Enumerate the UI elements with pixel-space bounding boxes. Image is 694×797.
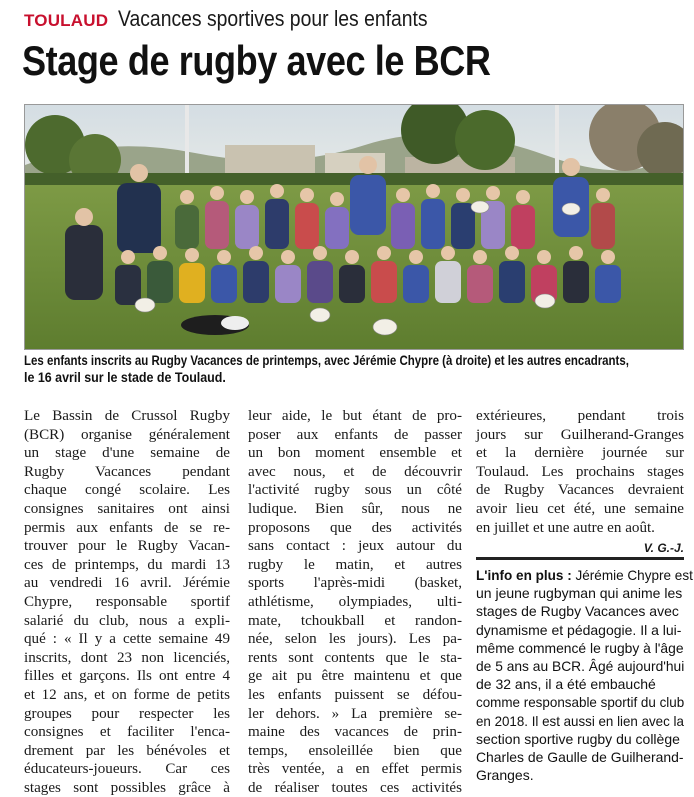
text-line: ludique. Bien sûr, nous ne — [248, 500, 462, 517]
text-line: sans contact : jeux autour du — [248, 538, 462, 555]
text-line: née, selon les jours). Les pa- — [248, 631, 462, 648]
info-line: L'info en plus : Jérémie Chypre est — [476, 567, 693, 583]
text-line: rents sont contents que le sta- — [248, 649, 462, 666]
text-line: consignes sanitaires ont ainsi — [24, 500, 230, 517]
text-line: trouver pour le Rugby Vacan- — [24, 538, 230, 555]
article-column-3 — [476, 407, 684, 558]
text-line: proposons que des activités — [248, 519, 462, 536]
article-photo — [24, 104, 684, 350]
text-line: avoir lieu cet été, une semaine — [476, 500, 684, 517]
text-line: Chypre, responsable sportif — [24, 593, 230, 610]
info-line: même commencé le rugby à l'âge — [476, 639, 684, 656]
text-line: les enfants puissent se défou- — [248, 686, 462, 703]
info-line: comme responsable sportif du club — [476, 694, 685, 711]
text-line: de Rugby Vacances devraient — [476, 482, 684, 499]
text-line: qué : « Il y a cette semaine 49 — [24, 631, 230, 648]
info-line: de 32 ans, il a été embauché — [476, 676, 656, 693]
text-line: et 12 ans, et on forme de petits — [24, 686, 230, 703]
article-headline: Stage de rugby avec le BCR — [22, 37, 491, 84]
text-line: ler dehors. » La première se- — [248, 705, 462, 722]
text-line: stages sont possibles grâce à — [24, 779, 230, 796]
info-box — [476, 566, 693, 784]
text-line: l'activité rugby sous un côté — [248, 482, 462, 499]
article-column-1 — [24, 407, 230, 797]
text-line: sports l'après-midi (basket, — [248, 575, 462, 592]
text-line: temps, ensoleillée bien que — [248, 742, 462, 759]
text-line: consignes et faciliter l'enca- — [24, 724, 230, 741]
text-line: en juillet et une autre en août. — [476, 519, 655, 536]
text-line: au vendredi 16 avril. Jérémie — [24, 575, 230, 592]
text-line: mate, tchoukball et randon- — [248, 612, 462, 629]
info-line: Charles de Gaulle de Guilherand- — [476, 749, 684, 766]
article-column-2 — [248, 407, 462, 797]
info-box-lead: L'info en plus : — [476, 567, 572, 583]
text-line: ces de printemps, du mardi 13 — [24, 556, 230, 573]
text-line: de réaliser toutes ces activités — [248, 779, 462, 796]
text-line: salarié du club, nous a expli- — [24, 612, 230, 629]
text-line: un bon moment ensemble et — [248, 445, 462, 462]
text-line: rugby le matin, et autres — [248, 556, 462, 573]
kicker — [24, 6, 470, 32]
info-box-rule — [476, 557, 684, 560]
text-line: drement par les bénévoles et — [24, 742, 230, 759]
text-line: maine des vacances de prin- — [248, 724, 462, 741]
text-line: ge ait pu être maintenu et que — [248, 668, 462, 685]
text-line: leur aide, le but étant de pro- — [248, 408, 462, 424]
text-line: extérieures, pendant trois — [476, 408, 684, 424]
text-line: athlétisme, olympiades, ulti- — [248, 593, 462, 610]
info-line: Granges. — [476, 767, 534, 784]
text-line: Le Bassin de Crussol Rugby — [24, 408, 230, 424]
text-line: avec nous, et de découvrir — [248, 463, 462, 480]
author-signature: V. G.-J. — [643, 541, 684, 556]
info-line: dynamisme et pédagogie. Il a lui- — [476, 621, 682, 638]
text-line: éducateurs-joueurs. Car ces — [24, 761, 230, 778]
kicker-place: TOULAUD — [24, 11, 109, 30]
info-line: section sportive rugby du collège — [476, 730, 680, 747]
text-line: et la dernière journée sur — [476, 445, 684, 462]
text-line: (BCR) organise généralement — [24, 426, 230, 443]
text-line: groupes pour respecter les — [24, 705, 230, 722]
caption-line: Les enfants inscrits au Rugby Vacances de printemps, avec Jérémie Chypre (à droite) et les autres encadrants, — [24, 353, 629, 368]
text-line: jours sur Guilherand-Granges — [476, 426, 684, 443]
text-line: chaque congé scolaire. Les — [24, 482, 230, 499]
text-line: Rugby Vacances pendant — [24, 463, 230, 480]
text-line: permis aux enfants de se re- — [24, 519, 230, 536]
info-line: de 5 ans au BCR. Âgé aujourd'hui — [476, 658, 685, 675]
photo-caption — [24, 352, 638, 386]
text-line: Toulaud. Les prochains stages — [476, 463, 684, 480]
info-line: stages de Rugby Vacances avec — [476, 603, 679, 620]
text-line: poser aux enfants de passer — [248, 426, 462, 443]
kicker-subtitle: Vacances sportives pour les enfants — [118, 6, 428, 31]
info-line: un jeune rugbyman qui anime les — [476, 585, 683, 602]
text-line: un stage d'une semaine de — [24, 445, 230, 462]
text-line: très ventée, a en effet permis — [248, 761, 462, 778]
info-line: en 2018. Il est aussi en lien avec la — [476, 712, 684, 729]
text-line: inscrits, dont 23 non licenciés, — [24, 649, 230, 666]
caption-line: le 16 avril sur le stade de Toulaud. — [24, 370, 226, 385]
text-line: filles et garçons. Ils ont entre 4 — [24, 668, 230, 685]
